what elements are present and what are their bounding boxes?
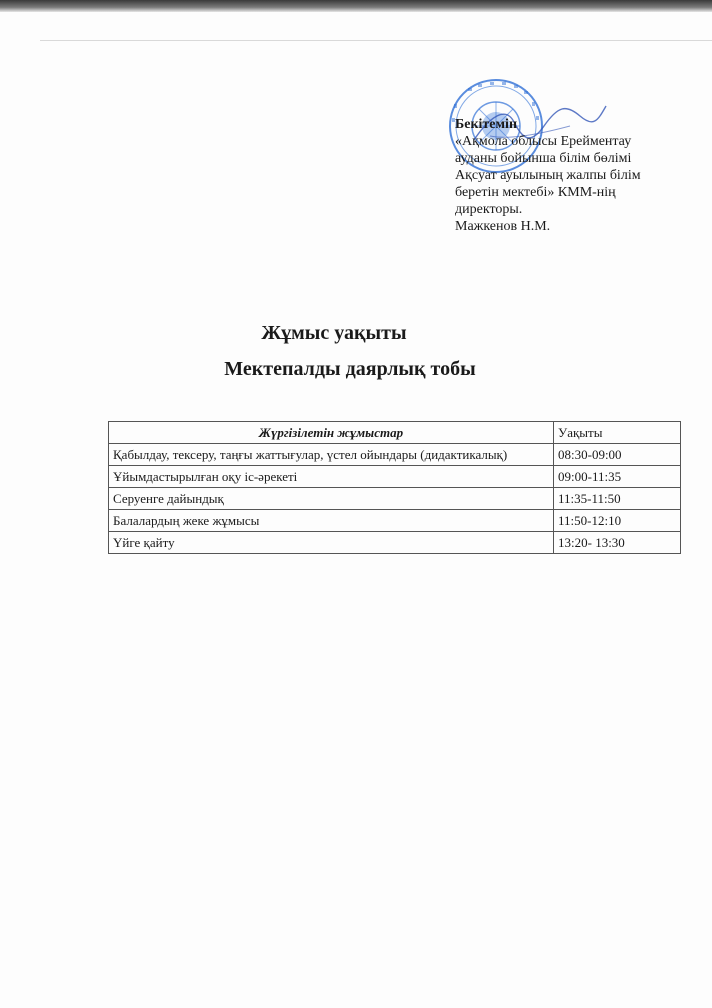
activity-cell: Серуенге дайындық (109, 488, 554, 510)
approval-line: Ақсуат ауылының жалпы білім (455, 168, 641, 183)
time-cell: 11:35-11:50 (554, 488, 681, 510)
approval-line: директоры. (455, 202, 523, 217)
approval-heading: Бекітемін (455, 117, 518, 132)
table-row (109, 488, 681, 510)
page-subtitle: Мектепалды даярлық тобы (224, 358, 476, 380)
time-cell: 11:50-12:10 (554, 510, 681, 532)
activity-cell: Үйге қайту (109, 532, 554, 554)
time-cell: 09:00-11:35 (554, 466, 681, 488)
schedule-table (108, 421, 681, 554)
time-cell: 08:30-09:00 (554, 444, 681, 466)
approval-line: «Ақмола облысы Ерейментау (455, 134, 632, 149)
approval-block (455, 116, 695, 235)
table-header-row (109, 422, 681, 444)
director-name: Мажкенов Н.М. (455, 219, 551, 234)
activity-cell: Балалардың жеке жұмысы (109, 510, 554, 532)
column-header-time: Уақыты (554, 422, 681, 444)
time-cell: 13:20- 13:30 (554, 532, 681, 554)
activity-cell: Қабылдау, тексеру, таңғы жаттығулар, үстел ойындары (дидактикалық) (109, 444, 554, 466)
scan-top-border (0, 0, 712, 12)
page-title: Жұмыс уақыты (261, 322, 407, 344)
table-row (109, 466, 681, 488)
approval-line: беретін мектебі» КММ-нің (455, 185, 616, 200)
table-row (109, 532, 681, 554)
scan-line (40, 40, 712, 41)
activity-cell: Ұйымдастырылған оқу іс-әрекеті (109, 466, 554, 488)
approval-line: ауданы бойынша білім бөлімі (455, 151, 632, 166)
table-row (109, 444, 681, 466)
column-header-activity: Жүргізілетін жұмыстар (109, 422, 554, 444)
table-row (109, 510, 681, 532)
